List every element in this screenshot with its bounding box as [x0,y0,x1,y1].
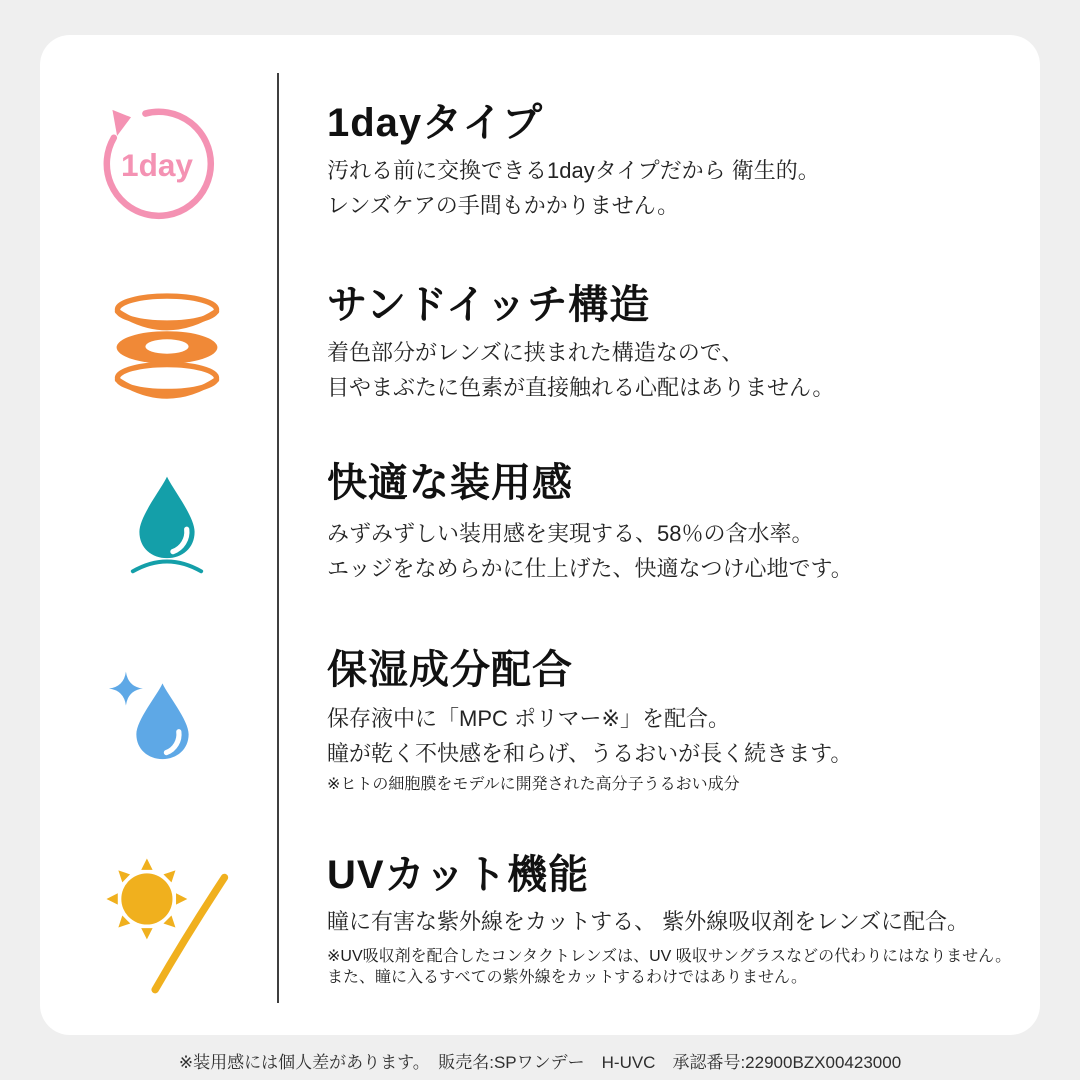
body-line: 目やまぶたに色素が直接触れる心配はありません。 [327,375,835,400]
lens-sandwich-icon [103,288,231,414]
body-line: 汚れる前に交換できる1dayタイプだから 衛生的。 [327,158,820,183]
feature-note-uv [327,946,1011,988]
feature-body-uv [327,904,969,939]
body-line: レンズケアの手間もかかりません。 [327,193,680,218]
sun-uv-icon [104,856,236,998]
body-line: エッジをなめらかに仕上げた、快適なつけ心地です。 [327,556,853,581]
feature-note-moisture [327,774,740,795]
feature-title-1day: 1dayタイプ [327,101,544,145]
body-line: 瞳が乾く不快感を和らげ、うるおいが長く続きます。 [327,741,853,766]
water-drop-icon [121,464,213,584]
feature-body-moisture [327,701,852,771]
note-line: ※UV吸収剤を配合したコンタクトレンズは、UV 吸収サングラスなどの代わりにはなりません。 [327,948,1012,965]
feature-body-comfort [327,516,853,586]
feature-title-uv: UVカット機能 [327,853,590,897]
feature-title-comfort: 快適な装用感 [327,461,573,505]
feature-title-sandwich: サンドイッチ構造 [327,283,651,327]
body-line: みずみずしい装用感を実現する、58％の含水率。 [327,521,814,546]
vertical-divider [277,73,279,1003]
feature-card [40,35,1040,1035]
note-line: また、瞳に入るすべての紫外線をカットするわけではありません。 [327,969,808,986]
1day-icon-label: 1day [121,146,193,183]
feature-title-moisture: 保湿成分配合 [327,648,573,692]
body-line: 着色部分がレンズに挟まれた構造なので、 [327,340,744,365]
1day-cycle-icon [92,95,222,225]
feature-body-1day [327,153,820,223]
footer-note: ※装用感には個人差があります。 販売名:SPワンデー H-UVC 承認番号:22900BZX00423000 [178,1053,902,1072]
sparkle-drop-icon [105,660,203,772]
body-line: 瞳に有害な紫外線をカットする、 紫外線吸収剤をレンズに配合。 [327,909,970,934]
body-line: 保存液中に「MPC ポリマー※」を配合。 [327,706,730,731]
feature-body-sandwich [327,335,834,405]
note-line: ※ヒトの細胞膜をモデルに開発された高分子うるおい成分 [327,776,740,793]
